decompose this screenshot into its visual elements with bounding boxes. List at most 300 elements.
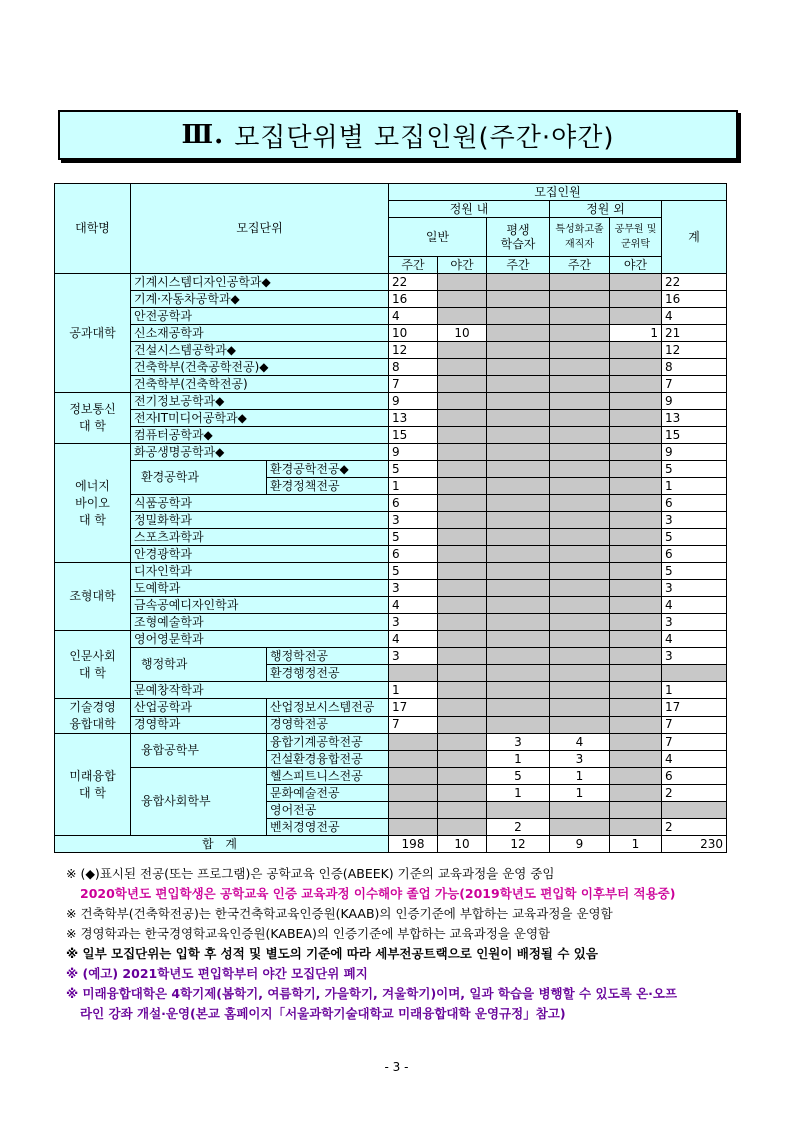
general-night-value (438, 274, 487, 291)
header-lifelong: 평생 학습자 (487, 218, 550, 257)
unit-name: 안전공학과 (131, 308, 389, 325)
page-title: Ⅲ. 모집단위별 모집인원(주간·야간) (58, 110, 738, 160)
unit-name: 전기정보공학과◆ (131, 393, 389, 410)
civil-night-value (610, 461, 662, 478)
header-out-quota: 정원 외 (550, 201, 662, 218)
header-special-day: 주간 (550, 257, 610, 274)
general-night-value (438, 648, 487, 665)
sum-lifelong-day: 12 (487, 836, 550, 853)
table-row (55, 546, 727, 563)
unit-name: 문예창작학과 (131, 682, 389, 699)
civil-night-value (610, 512, 662, 529)
total-value: 9 (662, 444, 727, 461)
general-day-value (389, 785, 438, 802)
special-day-value (550, 444, 610, 461)
note-kaab: ※ 건축학부(건축학전공)는 한국건축학교육인증원(KAAB)의 인증기준에 부합하는 교육과정을 운영함 (66, 906, 613, 921)
note-track: ※ 일부 모집단위는 입학 후 성적 및 별도의 기준에 따라 세부전공트랙으로 인원이 배정될 수 있음 (66, 946, 598, 961)
total-value: 13 (662, 410, 727, 427)
table-row (55, 359, 727, 376)
total-value: 8 (662, 359, 727, 376)
lifelong-day-value (487, 614, 550, 631)
total-value: 5 (662, 461, 727, 478)
table-row (55, 461, 727, 478)
civil-night-value (610, 410, 662, 427)
sub-major-name: 건설환경융합전공 (267, 751, 389, 768)
special-day-value (550, 461, 610, 478)
general-night-value (438, 308, 487, 325)
special-day-value (550, 393, 610, 410)
sum-label: 합 계 (55, 836, 389, 853)
special-day-value (550, 359, 610, 376)
special-day-value (550, 716, 610, 734)
unit-name: 영어영문학과 (131, 631, 389, 648)
lifelong-day-value (487, 495, 550, 512)
sub-major-name: 문화예술전공 (267, 785, 389, 802)
general-day-value: 3 (389, 580, 438, 597)
special-day-value (550, 580, 610, 597)
table-row (55, 291, 727, 308)
general-day-value: 4 (389, 308, 438, 325)
total-value: 2 (662, 819, 727, 836)
general-day-value (389, 734, 438, 751)
general-night-value (438, 495, 487, 512)
table-row (55, 768, 727, 785)
total-value: 3 (662, 580, 727, 597)
special-day-value (550, 631, 610, 648)
total-value: 4 (662, 751, 727, 768)
lifelong-day-value: 3 (487, 734, 550, 751)
general-day-value: 5 (389, 529, 438, 546)
civil-night-value (610, 751, 662, 768)
sub-major-name: 환경정책전공 (267, 478, 389, 495)
college-name: 조형대학 (55, 563, 131, 631)
general-day-value (389, 802, 438, 819)
civil-night-value (610, 785, 662, 802)
special-day-value (550, 546, 610, 563)
table-row (55, 580, 727, 597)
sub-major-name: 환경공학전공◆ (267, 461, 389, 478)
unit-name: 기계·자동차공학과◆ (131, 291, 389, 308)
general-day-value: 7 (389, 716, 438, 734)
general-night-value (438, 410, 487, 427)
special-day-value: 3 (550, 751, 610, 768)
total-value (662, 802, 727, 819)
unit-name: 식품공학과 (131, 495, 389, 512)
unit-name: 신소재공학과 (131, 325, 389, 342)
note-future-college-2: 라인 강좌 개설·운영(본교 홈페이지「서울과학기술대학교 미래융합대학 운영규정」참고) (80, 1006, 566, 1021)
note-abeek: ※ (◆)표시된 전공(또는 프로그램)은 공학교육 인증(ABEEK) 기준의 교육과정을 운영 중임 (66, 866, 555, 881)
unit-name: 컴퓨터공학과◆ (131, 427, 389, 444)
unit-name: 경영학과 (131, 716, 267, 734)
special-day-value (550, 682, 610, 699)
college-name: 에너지 바이오 대 학 (55, 444, 131, 563)
lifelong-day-value (487, 699, 550, 717)
table-row (55, 342, 727, 359)
table-row (55, 444, 727, 461)
special-day-value (550, 478, 610, 495)
special-day-value (550, 291, 610, 308)
sub-major-name: 영어전공 (267, 802, 389, 819)
total-value: 4 (662, 631, 727, 648)
civil-night-value (610, 716, 662, 734)
special-day-value (550, 410, 610, 427)
unit-name: 도예학과 (131, 580, 389, 597)
lifelong-day-value (487, 308, 550, 325)
total-value: 2 (662, 785, 727, 802)
table-row (55, 716, 727, 734)
general-night-value (438, 342, 487, 359)
special-day-value (550, 274, 610, 291)
general-day-value (389, 768, 438, 785)
general-day-value: 3 (389, 614, 438, 631)
sub-major-name: 행정학전공 (267, 648, 389, 665)
special-day-value (550, 495, 610, 512)
total-value: 12 (662, 342, 727, 359)
civil-night-value (610, 648, 662, 665)
total-value: 7 (662, 376, 727, 393)
general-day-value: 10 (389, 325, 438, 342)
unit-name: 스포츠과학과 (131, 529, 389, 546)
general-day-value: 15 (389, 427, 438, 444)
general-day-value: 9 (389, 393, 438, 410)
table-row (55, 734, 727, 751)
general-night-value (438, 802, 487, 819)
note-future-college: ※ 미래융합대학은 4학기제(봄학기, 여름학기, 가을학기, 겨울학기)이며, 일과 학습을 병행할 수 있도록 온·오프 (66, 986, 678, 1001)
unit-name: 기계시스템디자인공학과◆ (131, 274, 389, 291)
total-value: 5 (662, 563, 727, 580)
special-day-value (550, 614, 610, 631)
unit-name: 건축학부(건축학전공) (131, 376, 389, 393)
civil-night-value (610, 308, 662, 325)
special-day-value (550, 427, 610, 444)
table-row (55, 410, 727, 427)
unit-name: 전자IT미디어공학과◆ (131, 410, 389, 427)
general-night-value (438, 512, 487, 529)
general-night-value (438, 631, 487, 648)
header-total: 계 (662, 201, 727, 274)
lifelong-day-value (487, 478, 550, 495)
college-name: 인문사회 대 학 (55, 631, 131, 699)
lifelong-day-value (487, 648, 550, 665)
special-day-value (550, 529, 610, 546)
lifelong-day-value (487, 665, 550, 682)
general-day-value: 13 (389, 410, 438, 427)
general-night-value (438, 699, 487, 717)
special-day-value (550, 648, 610, 665)
special-day-value (550, 512, 610, 529)
civil-night-value (610, 529, 662, 546)
general-day-value: 1 (389, 682, 438, 699)
total-value: 21 (662, 325, 727, 342)
general-day-value: 3 (389, 512, 438, 529)
lifelong-day-value (487, 529, 550, 546)
unit-name: 디자인학과 (131, 563, 389, 580)
unit-name: 정밀화학과 (131, 512, 389, 529)
general-night-value (438, 785, 487, 802)
civil-night-value (610, 274, 662, 291)
unit-name: 건설시스템공학과◆ (131, 342, 389, 359)
special-day-value: 1 (550, 768, 610, 785)
total-value: 1 (662, 478, 727, 495)
total-value: 4 (662, 308, 727, 325)
sum-civil-night: 1 (610, 836, 662, 853)
civil-night-value (610, 597, 662, 614)
civil-night-value (610, 802, 662, 819)
lifelong-day-value (487, 546, 550, 563)
civil-night-value (610, 393, 662, 410)
general-night-value (438, 716, 487, 734)
civil-night-value (610, 768, 662, 785)
general-day-value: 6 (389, 546, 438, 563)
total-value: 17 (662, 699, 727, 717)
header-civil: 공무원 및 군위탁 (610, 218, 662, 257)
table-row (55, 495, 727, 512)
lifelong-day-value (487, 410, 550, 427)
general-day-value: 4 (389, 597, 438, 614)
total-value: 15 (662, 427, 727, 444)
civil-night-value (610, 478, 662, 495)
unit-name: 융합사회학부 (131, 768, 267, 836)
header-college: 대학명 (55, 184, 131, 274)
college-name: 미래융합 대 학 (55, 734, 131, 836)
civil-night-value (610, 427, 662, 444)
sub-major-name: 환경행정전공 (267, 665, 389, 682)
table-row (55, 563, 727, 580)
total-value: 22 (662, 274, 727, 291)
general-day-value: 22 (389, 274, 438, 291)
header-quota: 모집인원 (389, 184, 727, 201)
lifelong-day-value: 5 (487, 768, 550, 785)
special-day-value (550, 563, 610, 580)
lifelong-day-value (487, 291, 550, 308)
table-row (55, 427, 727, 444)
note-night-abolish: ※ (예고) 2021학년도 편입학부터 야간 모집단위 폐지 (66, 966, 368, 981)
lifelong-day-value (487, 274, 550, 291)
total-value: 9 (662, 393, 727, 410)
general-night-value (438, 376, 487, 393)
header-lifelong-day: 주간 (487, 257, 550, 274)
note-abeek-2020: 2020학년도 편입학생은 공학교육 인증 교육과정 이수해야 졸업 가능(2019학년도 편입학 이후부터 적용중) (80, 886, 676, 901)
lifelong-day-value: 2 (487, 819, 550, 836)
general-night-value (438, 734, 487, 751)
civil-night-value: 1 (610, 325, 662, 342)
sum-general-night: 10 (438, 836, 487, 853)
general-night-value (438, 461, 487, 478)
lifelong-day-value (487, 359, 550, 376)
general-night-value (438, 359, 487, 376)
table-row (55, 699, 727, 717)
civil-night-value (610, 580, 662, 597)
total-value: 7 (662, 716, 727, 734)
civil-night-value (610, 342, 662, 359)
table-row (55, 376, 727, 393)
civil-night-value (610, 546, 662, 563)
special-day-value (550, 376, 610, 393)
general-night-value (438, 768, 487, 785)
special-day-value (550, 819, 610, 836)
page-number: - 3 - (384, 1060, 409, 1074)
total-value: 3 (662, 614, 727, 631)
total-value: 3 (662, 512, 727, 529)
total-value: 4 (662, 597, 727, 614)
sub-major-name: 벤처경영전공 (267, 819, 389, 836)
header-general: 일반 (389, 218, 487, 257)
general-day-value (389, 819, 438, 836)
general-night-value (438, 665, 487, 682)
lifelong-day-value (487, 325, 550, 342)
general-day-value: 4 (389, 631, 438, 648)
civil-night-value (610, 699, 662, 717)
general-day-value: 9 (389, 444, 438, 461)
general-night-value (438, 291, 487, 308)
header-civil-night: 야간 (610, 257, 662, 274)
general-day-value: 6 (389, 495, 438, 512)
admission-quota-table (54, 183, 727, 853)
general-night-value (438, 597, 487, 614)
lifelong-day-value: 1 (487, 785, 550, 802)
civil-night-value (610, 614, 662, 631)
unit-name: 행정학과 (131, 648, 267, 682)
general-day-value (389, 665, 438, 682)
total-value: 7 (662, 734, 727, 751)
civil-night-value (610, 495, 662, 512)
special-day-value (550, 342, 610, 359)
sum-total: 230 (662, 836, 727, 853)
special-day-value (550, 699, 610, 717)
lifelong-day-value (487, 427, 550, 444)
table-row (55, 325, 727, 342)
table-row (55, 393, 727, 410)
general-day-value: 12 (389, 342, 438, 359)
lifelong-day-value (487, 461, 550, 478)
general-night-value (438, 819, 487, 836)
lifelong-day-value (487, 631, 550, 648)
general-day-value: 5 (389, 563, 438, 580)
civil-night-value (610, 819, 662, 836)
college-name: 공과대학 (55, 274, 131, 393)
civil-night-value (610, 444, 662, 461)
header-unit: 모집단위 (131, 184, 389, 274)
unit-name: 건축학부(건축공학전공)◆ (131, 359, 389, 376)
general-night-value (438, 427, 487, 444)
unit-name: 금속공예디자인학과 (131, 597, 389, 614)
lifelong-day-value (487, 682, 550, 699)
table-row (55, 614, 727, 631)
general-day-value: 7 (389, 376, 438, 393)
lifelong-day-value (487, 393, 550, 410)
general-day-value: 17 (389, 699, 438, 717)
college-name: 기술경영 융합대학 (55, 699, 131, 734)
table-row (55, 648, 727, 665)
table-row-sum (55, 836, 727, 853)
unit-name: 화공생명공학과◆ (131, 444, 389, 461)
general-day-value: 16 (389, 291, 438, 308)
general-day-value: 8 (389, 359, 438, 376)
general-night-value (438, 563, 487, 580)
lifelong-day-value (487, 444, 550, 461)
civil-night-value (610, 563, 662, 580)
civil-night-value (610, 291, 662, 308)
header-in-quota: 정원 내 (389, 201, 550, 218)
special-day-value (550, 597, 610, 614)
sub-major-name: 헬스피트니스전공 (267, 768, 389, 785)
general-night-value (438, 682, 487, 699)
header-general-day: 주간 (389, 257, 438, 274)
total-value: 1 (662, 682, 727, 699)
lifelong-day-value (487, 580, 550, 597)
general-day-value (389, 751, 438, 768)
total-value: 6 (662, 546, 727, 563)
special-day-value (550, 308, 610, 325)
general-night-value (438, 529, 487, 546)
special-day-value: 4 (550, 734, 610, 751)
table-row (55, 529, 727, 546)
table-row (55, 274, 727, 291)
sub-major-name: 산업정보시스템전공 (267, 699, 389, 717)
note-kabea: ※ 경영학과는 한국경영학교육인증원(KABEA)의 인증기준에 부합하는 교육과정을 운영함 (66, 926, 551, 941)
total-value: 5 (662, 529, 727, 546)
civil-night-value (610, 359, 662, 376)
lifelong-day-value (487, 376, 550, 393)
table-row (55, 682, 727, 699)
general-night-value (438, 751, 487, 768)
special-day-value (550, 665, 610, 682)
civil-night-value (610, 631, 662, 648)
header-general-night: 야간 (438, 257, 487, 274)
civil-night-value (610, 665, 662, 682)
unit-name: 산업공학과 (131, 699, 267, 717)
sub-major-name: 경영학전공 (267, 716, 389, 734)
notes (66, 864, 746, 1024)
unit-name: 융합공학부 (131, 734, 267, 768)
special-day-value (550, 325, 610, 342)
sum-special-day: 9 (550, 836, 610, 853)
general-night-value (438, 580, 487, 597)
lifelong-day-value (487, 597, 550, 614)
total-value: 3 (662, 648, 727, 665)
total-value (662, 665, 727, 682)
civil-night-value (610, 682, 662, 699)
table-row (55, 597, 727, 614)
general-night-value (438, 393, 487, 410)
total-value: 16 (662, 291, 727, 308)
general-night-value (438, 444, 487, 461)
college-name: 정보통신 대 학 (55, 393, 131, 444)
unit-name: 조형예술학과 (131, 614, 389, 631)
sum-general-day: 198 (389, 836, 438, 853)
lifelong-day-value: 1 (487, 751, 550, 768)
civil-night-value (610, 376, 662, 393)
general-day-value: 3 (389, 648, 438, 665)
lifelong-day-value (487, 512, 550, 529)
table-row (55, 512, 727, 529)
special-day-value: 1 (550, 785, 610, 802)
lifelong-day-value (487, 802, 550, 819)
lifelong-day-value (487, 716, 550, 734)
header-special: 특성화고졸 재직자 (550, 218, 610, 257)
lifelong-day-value (487, 563, 550, 580)
general-day-value: 1 (389, 478, 438, 495)
general-night-value (438, 614, 487, 631)
special-day-value (550, 802, 610, 819)
general-day-value: 5 (389, 461, 438, 478)
total-value: 6 (662, 768, 727, 785)
general-night-value (438, 546, 487, 563)
table-row (55, 308, 727, 325)
table-row (55, 631, 727, 648)
general-night-value (438, 478, 487, 495)
unit-name: 안경광학과 (131, 546, 389, 563)
